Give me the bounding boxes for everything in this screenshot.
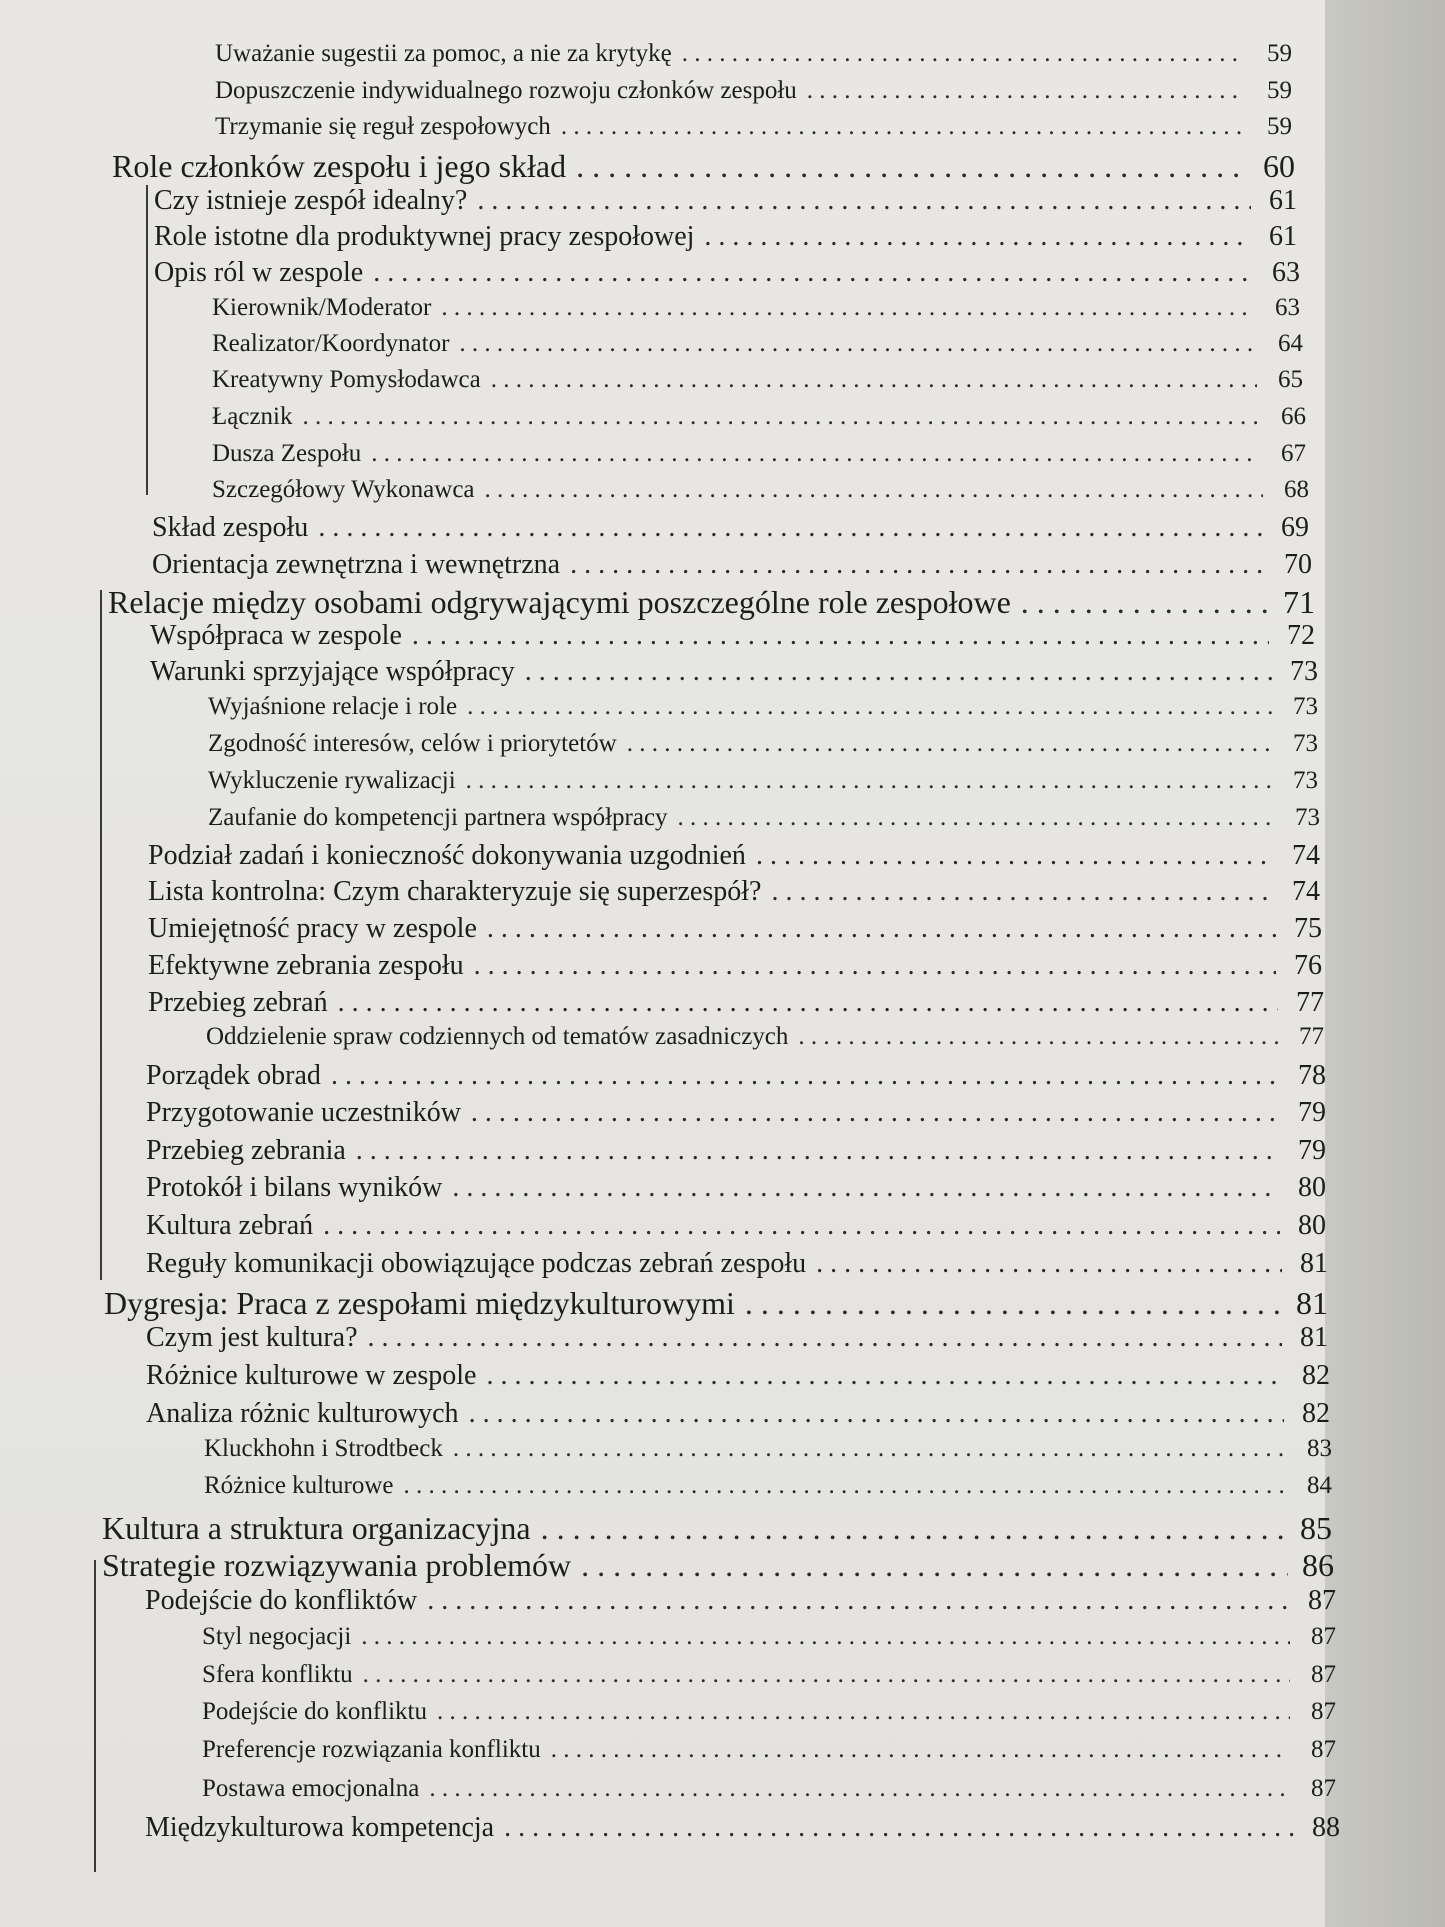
toc-entry-title: Porządek obrad	[146, 1060, 321, 1091]
toc-entry-page: 77	[1296, 987, 1324, 1018]
toc-entry-title: Wyjaśnione relacje i role	[208, 693, 458, 720]
dot-leader	[485, 476, 1263, 504]
dot-leader	[373, 257, 1254, 289]
toc-entry-title: Orientacja zewnętrzna i wewnętrzna	[152, 549, 561, 580]
toc-entry	[102, 1510, 1332, 1547]
dot-leader	[807, 77, 1246, 105]
toc-entry-page: 85	[1300, 1510, 1332, 1546]
toc-entry-page: 87	[1311, 1661, 1336, 1688]
toc-entry	[150, 620, 1315, 652]
toc-entry	[145, 1585, 1336, 1617]
toc-entry-page: 87	[1311, 1775, 1336, 1802]
dot-leader	[541, 1510, 1286, 1547]
toc-entry-page: 82	[1302, 1398, 1330, 1429]
toc-entry	[112, 148, 1295, 185]
toc-entry-page: 87	[1308, 1585, 1336, 1616]
toc-entry-title: Dopuszczenie indywidualnego rozwoju członków zespołu	[215, 77, 797, 104]
toc-entry	[146, 1210, 1326, 1242]
toc-entry	[215, 77, 1292, 105]
dot-leader	[452, 1172, 1280, 1204]
toc-entry-title: Współpraca w zespole	[150, 620, 402, 651]
toc-entry-title: Łącznik	[212, 403, 293, 430]
toc-entry	[146, 1360, 1330, 1392]
toc-entry-title: Wykluczenie rywalizacji	[208, 767, 456, 794]
toc-entry-page: 82	[1302, 1360, 1330, 1391]
dot-leader	[682, 40, 1246, 68]
dot-leader	[427, 1585, 1290, 1617]
dot-leader	[551, 1736, 1290, 1764]
toc-entry-page: 73	[1293, 693, 1318, 720]
toc-entry	[148, 987, 1324, 1019]
dot-leader	[429, 1775, 1290, 1803]
toc-entry-page: 87	[1311, 1698, 1336, 1725]
toc-entry-title: Role członków zespołu i jego skład	[112, 148, 567, 184]
dot-leader	[437, 1698, 1290, 1726]
toc-entry	[145, 1812, 1340, 1844]
pencil-bracket-roles	[146, 185, 148, 495]
toc-entry	[154, 257, 1300, 289]
toc-entry	[104, 1285, 1328, 1322]
toc-entry	[154, 221, 1297, 253]
toc-entry-page: 78	[1298, 1060, 1326, 1091]
toc-entry	[146, 1172, 1326, 1204]
toc-entry-page: 68	[1284, 476, 1309, 503]
toc-entry	[208, 804, 1320, 832]
toc-entry	[102, 1547, 1334, 1584]
toc-entry	[202, 1775, 1336, 1803]
toc-entry-title: Skład zespołu	[152, 512, 309, 543]
toc-entry-page: 66	[1281, 403, 1306, 430]
toc-entry-page: 74	[1292, 840, 1320, 871]
toc-entry	[148, 950, 1322, 982]
toc-entry-page: 79	[1298, 1135, 1326, 1166]
toc-entry-page: 73	[1293, 730, 1318, 757]
dot-leader	[331, 1060, 1280, 1092]
toc-entry	[146, 1322, 1328, 1354]
toc-entry	[212, 294, 1300, 322]
dot-leader	[471, 1097, 1280, 1129]
toc-entry-title: Kreatywny Pomysłodawca	[212, 366, 481, 393]
toc-entry-title: Relacje między osobami odgrywającymi poszczególne role zespołowe	[108, 584, 1011, 620]
dot-leader	[441, 294, 1254, 322]
toc-entry-title: Uważanie sugestii za pomoc, a nie za krytykę	[215, 40, 672, 67]
toc-entry-page: 88	[1312, 1812, 1340, 1843]
toc-entry-page: 63	[1272, 257, 1300, 288]
toc-entry-page: 65	[1278, 366, 1303, 393]
toc-entry-title: Międzykulturowa kompetencja	[145, 1812, 495, 1843]
toc-entry-title: Przygotowanie uczestników	[146, 1097, 461, 1128]
toc-entry	[146, 1248, 1328, 1280]
toc-entry	[208, 730, 1318, 758]
dot-leader	[491, 366, 1257, 394]
dot-leader	[581, 1547, 1288, 1584]
toc-entry-page: 61	[1269, 221, 1297, 252]
toc-entry	[206, 1023, 1324, 1051]
toc-entry	[212, 330, 1303, 358]
toc-entry-title: Zgodność interesów, celów i priorytetów	[208, 730, 617, 757]
dot-leader	[459, 330, 1257, 358]
toc-entry	[208, 767, 1318, 795]
dot-leader	[303, 403, 1260, 431]
toc-entry	[212, 440, 1306, 468]
toc-entry	[202, 1698, 1336, 1726]
toc-entry-page: 64	[1278, 330, 1303, 357]
toc-entry-page: 87	[1311, 1736, 1336, 1763]
dot-leader	[704, 221, 1251, 253]
dot-leader	[576, 148, 1249, 185]
toc-entry	[152, 549, 1312, 581]
toc-entry-title: Oddzielenie spraw codziennych od tematów zasadniczych	[206, 1023, 789, 1050]
toc-entry	[212, 476, 1309, 504]
toc-entry	[202, 1736, 1336, 1764]
dot-leader	[487, 913, 1276, 945]
toc-entry-page: 86	[1302, 1547, 1334, 1583]
toc-entry-title: Efektywne zebrania zespołu	[148, 950, 464, 981]
dot-leader	[469, 1398, 1284, 1430]
dot-leader	[525, 656, 1272, 688]
toc-entry-page: 74	[1292, 876, 1320, 907]
dot-leader	[474, 950, 1276, 982]
toc-entry-title: Role istotne dla produktywnej pracy zespołowej	[154, 221, 695, 252]
toc-entry-title: Różnice kulturowe	[204, 1472, 394, 1499]
toc-entry	[148, 913, 1322, 945]
toc-entry	[202, 1623, 1336, 1651]
toc-entry-page: 81	[1296, 1285, 1328, 1321]
toc-entry-page: 59	[1267, 77, 1292, 104]
dot-leader	[756, 840, 1274, 872]
toc-entry-title: Analiza różnic kulturowych	[146, 1398, 459, 1429]
toc-entry	[146, 1060, 1326, 1092]
toc-entry-page: 80	[1298, 1172, 1326, 1203]
toc-entry-page: 80	[1298, 1210, 1326, 1241]
dot-leader	[338, 987, 1278, 1019]
toc-entry	[204, 1435, 1332, 1463]
dot-leader	[816, 1248, 1282, 1280]
toc-entry-title: Opis ról w zespole	[154, 257, 364, 288]
dot-leader	[318, 512, 1263, 544]
toc-entry-title: Podział zadań i konieczność dokonywania uzgodnień	[148, 840, 746, 871]
dot-leader	[798, 1023, 1278, 1051]
toc-entry	[146, 1398, 1330, 1430]
toc-entry-title: Styl negocjacji	[202, 1623, 352, 1650]
pencil-bracket-strategies	[94, 1560, 96, 1872]
toc-entry	[212, 403, 1306, 431]
toc-entry-title: Umiejętność pracy w zespole	[148, 913, 477, 944]
toc-entry-title: Czy istnieje zespół idealny?	[154, 185, 468, 216]
toc-entry-page: 61	[1269, 185, 1297, 216]
dot-leader	[466, 767, 1272, 795]
toc-entry-title: Dygresja: Praca z zespołami międzykulturowymi	[104, 1285, 735, 1321]
toc-entry-page: 79	[1298, 1097, 1326, 1128]
toc-entry	[148, 876, 1320, 908]
toc-entry-title: Warunki sprzyjające współpracy	[150, 656, 515, 687]
toc-entry-page: 70	[1284, 549, 1312, 580]
toc-entry	[150, 656, 1318, 688]
toc-entry-title: Kierownik/Moderator	[212, 294, 432, 321]
toc-entry-title: Zaufanie do kompetencji partnera współpracy	[208, 804, 668, 831]
toc-entry	[154, 185, 1297, 217]
toc-entry-page: 59	[1267, 113, 1292, 140]
toc-entry-title: Strategie rozwiązywania problemów	[102, 1547, 572, 1583]
toc-entry	[146, 1097, 1326, 1129]
toc-entry	[215, 40, 1292, 68]
toc-entry-title: Kluckhohn i Strodtbeck	[204, 1435, 443, 1462]
dot-leader	[412, 620, 1269, 652]
dot-leader	[477, 185, 1251, 217]
dot-leader	[404, 1472, 1286, 1500]
toc-entry-page: 72	[1287, 620, 1315, 651]
dot-leader	[486, 1360, 1284, 1392]
toc-entry-title: Realizator/Koordynator	[212, 330, 450, 357]
toc-entry	[204, 1472, 1332, 1500]
toc-entry-title: Czym jest kultura?	[146, 1322, 358, 1353]
toc-entry-page: 67	[1281, 440, 1306, 467]
dot-leader	[356, 1135, 1280, 1167]
toc-entry-page: 81	[1300, 1248, 1328, 1279]
toc-entry-title: Preferencje rozwiązania konfliktu	[202, 1736, 541, 1763]
toc-entry-title: Trzymanie się reguł zespołowych	[215, 113, 551, 140]
toc-entry-title: Reguły komunikacji obowiązujące podczas zebrań zespołu	[146, 1248, 807, 1279]
toc-entry	[146, 1135, 1326, 1167]
toc-entry-title: Przebieg zebrania	[146, 1135, 346, 1166]
toc-entry	[208, 693, 1318, 721]
toc-entry	[212, 366, 1303, 394]
dot-leader	[453, 1435, 1286, 1463]
toc-entry-title: Szczegółowy Wykonawca	[212, 476, 475, 503]
dot-leader	[771, 876, 1274, 908]
toc-entry-page: 69	[1281, 512, 1309, 543]
toc-entry	[152, 512, 1309, 544]
toc-entry-title: Postawa emocjonalna	[202, 1775, 420, 1802]
toc-entry-page: 63	[1275, 294, 1300, 321]
toc-entry-page: 71	[1283, 584, 1315, 620]
toc-entry-page: 84	[1307, 1472, 1332, 1499]
toc-entry-title: Protokół i bilans wyników	[146, 1172, 443, 1203]
toc-entry	[108, 584, 1315, 621]
toc-entry-page: 87	[1311, 1623, 1336, 1650]
dot-leader	[1021, 584, 1269, 621]
toc-entry-title: Dusza Zespołu	[212, 440, 362, 467]
toc-entry-page: 81	[1300, 1322, 1328, 1353]
toc-entry-title: Różnice kulturowe w zespole	[146, 1360, 477, 1391]
dot-leader	[371, 440, 1260, 468]
toc-entry-title: Sfera konfliktu	[202, 1661, 353, 1688]
dot-leader	[368, 1322, 1282, 1354]
toc-entry	[202, 1661, 1336, 1689]
toc-entry-page: 73	[1295, 804, 1320, 831]
toc-entry-title: Kultura a struktura organizacyjna	[102, 1510, 531, 1546]
toc-entry-title: Lista kontrolna: Czym charakteryzuje się superzespół?	[148, 876, 762, 907]
dot-leader	[561, 113, 1246, 141]
toc-entry	[148, 840, 1320, 872]
toc-entry-page: 60	[1263, 148, 1295, 184]
toc-entry-page: 73	[1290, 656, 1318, 687]
dot-leader	[678, 804, 1274, 832]
dot-leader	[323, 1210, 1280, 1242]
toc-entry-page: 83	[1307, 1435, 1332, 1462]
toc-entry	[215, 113, 1292, 141]
dot-leader	[745, 1285, 1282, 1322]
toc-entry-page: 73	[1293, 767, 1318, 794]
dot-leader	[361, 1623, 1290, 1651]
toc-entry-page: 77	[1299, 1023, 1324, 1050]
dot-leader	[363, 1661, 1290, 1689]
toc-entry-title: Podejście do konfliktów	[145, 1585, 418, 1616]
toc-entry-page: 75	[1294, 913, 1322, 944]
dot-leader	[627, 730, 1272, 758]
toc-entry-page: 59	[1267, 40, 1292, 67]
toc-entry-page: 76	[1294, 950, 1322, 981]
dot-leader	[504, 1812, 1294, 1844]
dot-leader	[467, 693, 1272, 721]
toc-entry-title: Przebieg zebrań	[148, 987, 328, 1018]
toc-entry-title: Podejście do konfliktu	[202, 1698, 427, 1725]
toc-entry-title: Kultura zebrań	[146, 1210, 314, 1241]
dot-leader	[570, 549, 1266, 581]
pencil-bracket-relations	[100, 590, 102, 1280]
